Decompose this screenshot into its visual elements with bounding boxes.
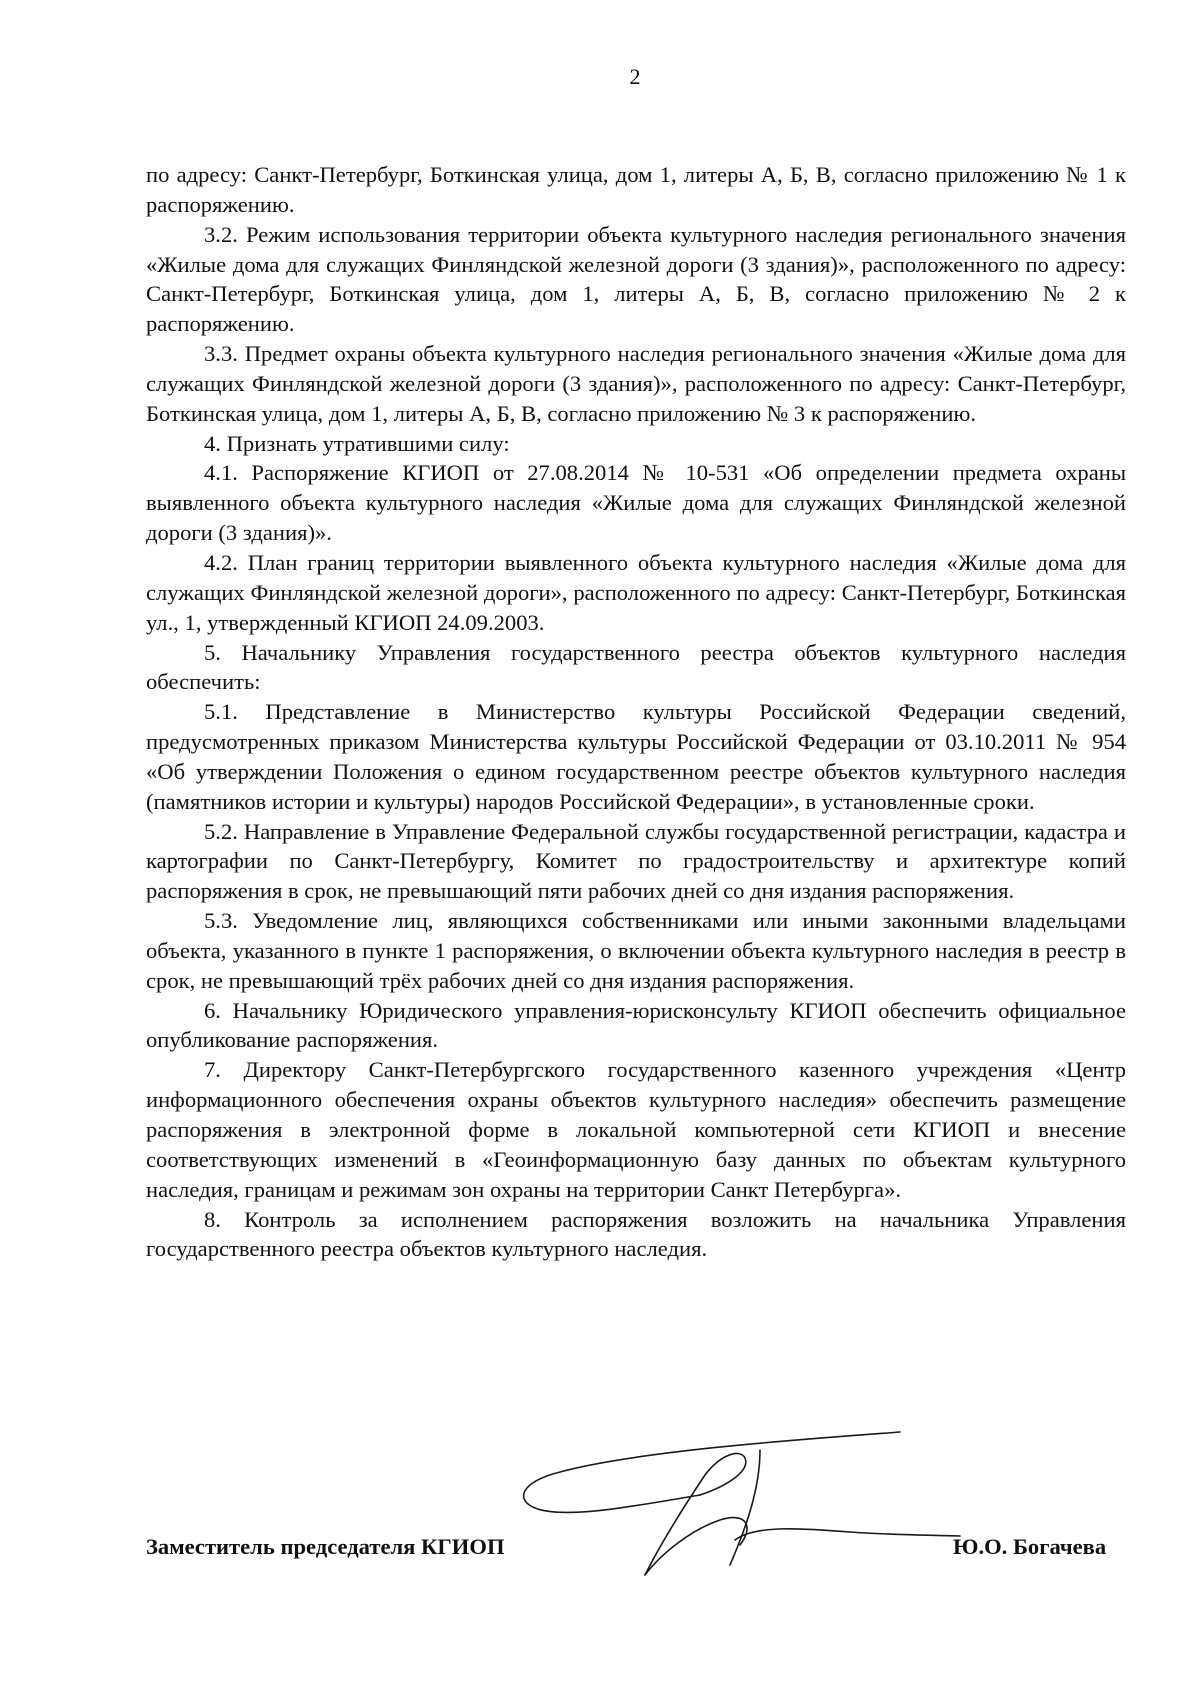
paragraph-5: 5. Начальнику Управления государственного реестра объектов культурного наследия обеспечить: [146,639,1126,695]
paragraph-3-2: 3.2. Режим использования территории объекта культурного наследия регионального значения «Жилые дома для служащих Финляндской железной дороги (3 здания)», расположенного по адресу: Санкт-Петербург, Боткинская улица, дом 1, литеры А, Б, В, согласно приложению № 2 к распоряжению. [146,221,1126,337]
page-number: 2 [629,64,641,89]
paragraph-continuation: по адресу: Санкт-Петербург, Боткинская улица, дом 1, литеры А, Б, В, согласно приложению № 1 к распоряжению. [146,162,1126,217]
paragraph-5-3: 5.3. Уведомление лиц, являющихся собственниками или иными законными владельцами объекта, указанного в пункте 1 распоряжения, о включении объекта культурного наследия в реестр в срок, не превышающий трёх рабочих дней со дня издания распоряжения. [146,908,1126,993]
paragraph-3-3: 3.3. Предмет охраны объекта культурного наследия регионального значения «Жилые дома для служащих Финляндской железной дороги (3 здания)», расположенного по адресу: Санкт-Петербург, Боткинская улица, дом 1, литеры А, Б, В, согласно приложению № 3 к распоряжению. [146,341,1126,426]
paragraph-4-2: 4.2. План границ территории выявленного объекта культурного наследия «Жилые дома для служащих Финляндской железной дороги», расположенного по адресу: Санкт-Петербург, Боткинская ул., 1, утвержденный КГИОП 24.09.2003. [146,549,1126,635]
paragraph-5-2: 5.2. Направление в Управление Федеральной службы государственной регистрации, кадастра и картографии по Санкт-Петербургу, Комитет по градостроительству и архитектуре копий распоряжения в срок, не превышающий пяти рабочих дней со дня издания распоряжения. [146,818,1126,904]
paragraph-5-1: 5.1. Представление в Министерство культуры Российской Федерации сведений, предусмотренных приказом Министерства культуры Российской Федерации от 03.10.2011 № 954 «Об утверждении Положения о едином государственном реестре объектов культурного наследия (памятников истории и культуры) народов Российской Федерации», в установленные сроки. [146,699,1126,814]
signatory-name: Ю.О. Богачева [953,1534,1107,1559]
paragraph-7: 7. Директору Санкт-Петербургского государственного казенного учреждения «Центр информационного обеспечения охраны объектов культурного наследия» обеспечить размещение распоряжения в электронной форме в локальной компьютерной сети КГИОП и внесение соответствующих изменений в «Геоинформационную базу данных по объектам культурного наследия, границам и режимам зон охраны на территории Санкт Петербурга». [146,1057,1126,1202]
paragraph-6: 6. Начальнику Юридического управления-юрисконсульту КГИОП обеспечить официальное опубликование распоряжения. [146,997,1126,1053]
document-body [146,160,1126,1264]
paragraph-4: 4. Признать утратившими силу: [204,430,510,456]
paragraph-8: 8. Контроль за исполнением распоряжения возложить на начальника Управления государственного реестра объектов культурного наследия. [146,1206,1126,1262]
signatory-position: Заместитель председателя КГИОП [146,1534,505,1559]
paragraph-4-1: 4.1. Распоряжение КГИОП от 27.08.2014 № 10-531 «Об определении предмета охраны выявленного объекта культурного наследия «Жилые дома для служащих Финляндской железной дороги (3 здания)». [146,460,1126,546]
